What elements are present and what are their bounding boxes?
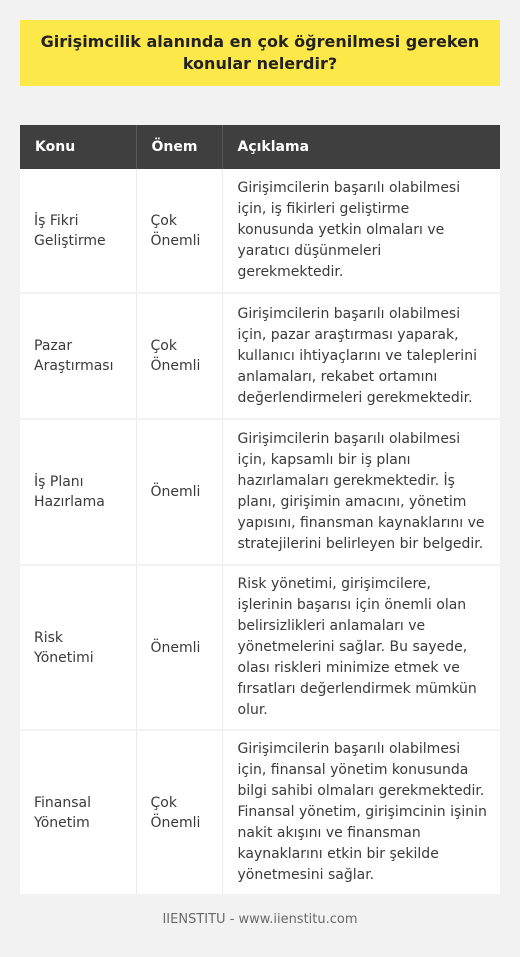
topic-cell: İş Fikri Geliştirme (20, 169, 136, 293)
page-title: Girişimcilik alanında en çok öğrenilmesi gereken konular nelerdir? (40, 32, 480, 73)
importance-cell: Çok Önemli (136, 730, 222, 895)
topics-table (20, 125, 500, 896)
table-row (20, 565, 500, 730)
description-cell: Risk yönetimi, girişimcilere, işlerinin başarısı için önemli olan belirsizlikleri anlamaları ve yönetmelerini sağlar. Bu sayede, olası riskleri minimize etmek ve fırsatları değerlendirmek mümkün olur. (222, 565, 500, 730)
topic-cell: Pazar Araştırması (20, 293, 136, 419)
importance-cell: Önemli (136, 565, 222, 730)
footer-credit: IIENSTITU - www.iienstitu.com (162, 912, 358, 927)
column-header-description: Açıklama (222, 125, 500, 169)
description-cell: Girişimcilerin başarılı olabilmesi için, pazar araştırması yaparak, kullanıcı ihtiyaçlarını ve taleplerini anlamaları, rekabet ortamını değerlendirmeleri gerekmektedir. (222, 293, 500, 419)
table-header-row (20, 125, 500, 169)
topic-cell: İş Planı Hazırlama (20, 419, 136, 565)
table-row (20, 419, 500, 565)
column-header-importance: Önem (136, 125, 222, 169)
description-cell: Girişimcilerin başarılı olabilmesi için, iş fikirleri geliştirme konusunda yetkin olmaları ve yaratıcı düşünmeleri gerekmektedir. (222, 169, 500, 293)
importance-cell: Çok Önemli (136, 169, 222, 293)
importance-cell: Önemli (136, 419, 222, 565)
topic-cell: Finansal Yönetim (20, 730, 136, 895)
table-row (20, 169, 500, 293)
importance-cell: Çok Önemli (136, 293, 222, 419)
topic-cell: Risk Yönetimi (20, 565, 136, 730)
description-cell: Girişimcilerin başarılı olabilmesi için, kapsamlı bir iş planı hazırlamaları gerekmektedir. İş planı, girişimin amacını, yönetim yapısını, finansman kaynaklarını ve stratejilerini belirleyen bir belgedir. (222, 419, 500, 565)
column-header-topic: Konu (20, 125, 136, 169)
title-banner (20, 20, 500, 86)
table-row (20, 293, 500, 419)
description-cell: Girişimcilerin başarılı olabilmesi için, finansal yönetim konusunda bilgi sahibi olmaları gerekmektedir. Finansal yönetim, girişimcinin işinin nakit akışını ve finansman kaynaklarını etkin bir şekilde yönetmesini sağlar. (222, 730, 500, 895)
table-row (20, 730, 500, 895)
